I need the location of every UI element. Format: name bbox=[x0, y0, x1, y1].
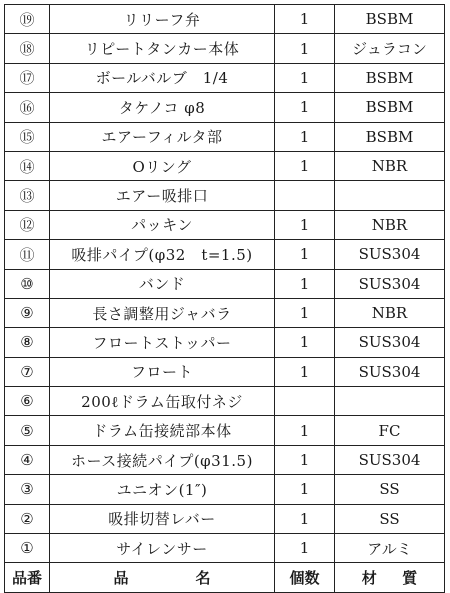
header-part-number: 品番 bbox=[5, 563, 50, 592]
header-material bbox=[335, 563, 445, 592]
part-material: SS bbox=[335, 475, 445, 504]
part-row bbox=[5, 357, 445, 386]
part-quantity: 1 bbox=[275, 93, 335, 122]
part-row bbox=[5, 504, 445, 533]
part-row bbox=[5, 151, 445, 180]
part-number: ⑨ bbox=[5, 298, 50, 327]
part-number: ⑥ bbox=[5, 387, 50, 416]
part-quantity: 1 bbox=[275, 504, 335, 533]
part-material: NBR bbox=[335, 151, 445, 180]
part-name: エアー吸排口 bbox=[50, 181, 275, 210]
part-row bbox=[5, 534, 445, 563]
part-material: BSBM bbox=[335, 5, 445, 34]
part-quantity: 1 bbox=[275, 416, 335, 445]
part-name: ドラム缶接続部本体 bbox=[50, 416, 275, 445]
part-number: ⑭ bbox=[5, 151, 50, 180]
part-quantity: 1 bbox=[275, 475, 335, 504]
part-row bbox=[5, 298, 445, 327]
part-material bbox=[335, 181, 445, 210]
part-row bbox=[5, 240, 445, 269]
part-row bbox=[5, 93, 445, 122]
part-name: 200ℓドラム缶取付ネジ bbox=[50, 387, 275, 416]
part-quantity: 1 bbox=[275, 269, 335, 298]
part-quantity: 1 bbox=[275, 328, 335, 357]
part-quantity: 1 bbox=[275, 63, 335, 92]
part-row bbox=[5, 416, 445, 445]
part-quantity: 1 bbox=[275, 445, 335, 474]
part-row bbox=[5, 269, 445, 298]
part-material: SUS304 bbox=[335, 269, 445, 298]
part-name: ホース接続パイプ(φ31.5) bbox=[50, 445, 275, 474]
part-number: ⑲ bbox=[5, 5, 50, 34]
header-quantity: 個数 bbox=[275, 563, 335, 592]
part-name: フロート bbox=[50, 357, 275, 386]
part-number: ⑪ bbox=[5, 240, 50, 269]
part-name: Oリング bbox=[50, 151, 275, 180]
part-material: アルミ bbox=[335, 534, 445, 563]
part-quantity bbox=[275, 181, 335, 210]
part-material: BSBM bbox=[335, 63, 445, 92]
part-name: 吸排パイプ(φ32 t=1.5) bbox=[50, 240, 275, 269]
part-row bbox=[5, 328, 445, 357]
part-name: サイレンサー bbox=[50, 534, 275, 563]
part-row bbox=[5, 5, 445, 34]
header-material-right: 質 bbox=[402, 569, 418, 588]
part-quantity: 1 bbox=[275, 298, 335, 327]
part-name: パッキン bbox=[50, 210, 275, 239]
part-material: ジュラコン bbox=[335, 34, 445, 63]
part-row bbox=[5, 445, 445, 474]
part-number: ⑤ bbox=[5, 416, 50, 445]
part-name: 長さ調整用ジャバラ bbox=[50, 298, 275, 327]
part-quantity: 1 bbox=[275, 122, 335, 151]
header-part-name bbox=[50, 563, 275, 592]
part-row bbox=[5, 387, 445, 416]
part-number: ① bbox=[5, 534, 50, 563]
part-material bbox=[335, 387, 445, 416]
part-number: ⑩ bbox=[5, 269, 50, 298]
part-quantity bbox=[275, 387, 335, 416]
part-number: ⑱ bbox=[5, 34, 50, 63]
part-quantity: 1 bbox=[275, 210, 335, 239]
part-quantity: 1 bbox=[275, 151, 335, 180]
part-number: ⑮ bbox=[5, 122, 50, 151]
part-number: ⑰ bbox=[5, 63, 50, 92]
part-quantity: 1 bbox=[275, 357, 335, 386]
parts-table bbox=[4, 4, 445, 593]
header-row bbox=[5, 563, 445, 592]
header-material-left: 材 bbox=[361, 569, 377, 588]
part-number: ⑫ bbox=[5, 210, 50, 239]
part-row bbox=[5, 63, 445, 92]
part-material: SUS304 bbox=[335, 328, 445, 357]
part-material: SS bbox=[335, 504, 445, 533]
part-material: BSBM bbox=[335, 93, 445, 122]
part-quantity: 1 bbox=[275, 5, 335, 34]
part-material: BSBM bbox=[335, 122, 445, 151]
part-quantity: 1 bbox=[275, 240, 335, 269]
part-name: リリーフ弁 bbox=[50, 5, 275, 34]
header-part-name-left: 品 bbox=[113, 569, 129, 588]
part-number: ③ bbox=[5, 475, 50, 504]
parts-table-body bbox=[5, 5, 445, 563]
part-number: ⑬ bbox=[5, 181, 50, 210]
header-part-name-right: 名 bbox=[195, 569, 211, 588]
part-material: SUS304 bbox=[335, 240, 445, 269]
part-number: ⑧ bbox=[5, 328, 50, 357]
part-quantity: 1 bbox=[275, 534, 335, 563]
part-number: ② bbox=[5, 504, 50, 533]
part-number: ⑦ bbox=[5, 357, 50, 386]
part-material: NBR bbox=[335, 210, 445, 239]
part-name: バンド bbox=[50, 269, 275, 298]
part-quantity: 1 bbox=[275, 34, 335, 63]
part-name: ボールバルブ 1/4 bbox=[50, 63, 275, 92]
part-material: FC bbox=[335, 416, 445, 445]
part-number: ④ bbox=[5, 445, 50, 474]
part-name: リピートタンカー本体 bbox=[50, 34, 275, 63]
part-material: SUS304 bbox=[335, 445, 445, 474]
parts-table-header bbox=[5, 563, 445, 592]
part-name: エアーフィルタ部 bbox=[50, 122, 275, 151]
part-number: ⑯ bbox=[5, 93, 50, 122]
part-name: 吸排切替レバー bbox=[50, 504, 275, 533]
part-row bbox=[5, 34, 445, 63]
part-material: SUS304 bbox=[335, 357, 445, 386]
part-row bbox=[5, 210, 445, 239]
part-name: タケノコ φ8 bbox=[50, 93, 275, 122]
part-row bbox=[5, 181, 445, 210]
part-row bbox=[5, 475, 445, 504]
part-row bbox=[5, 122, 445, 151]
part-material: NBR bbox=[335, 298, 445, 327]
part-name: ユニオン(1″) bbox=[50, 475, 275, 504]
part-name: フロートストッパー bbox=[50, 328, 275, 357]
